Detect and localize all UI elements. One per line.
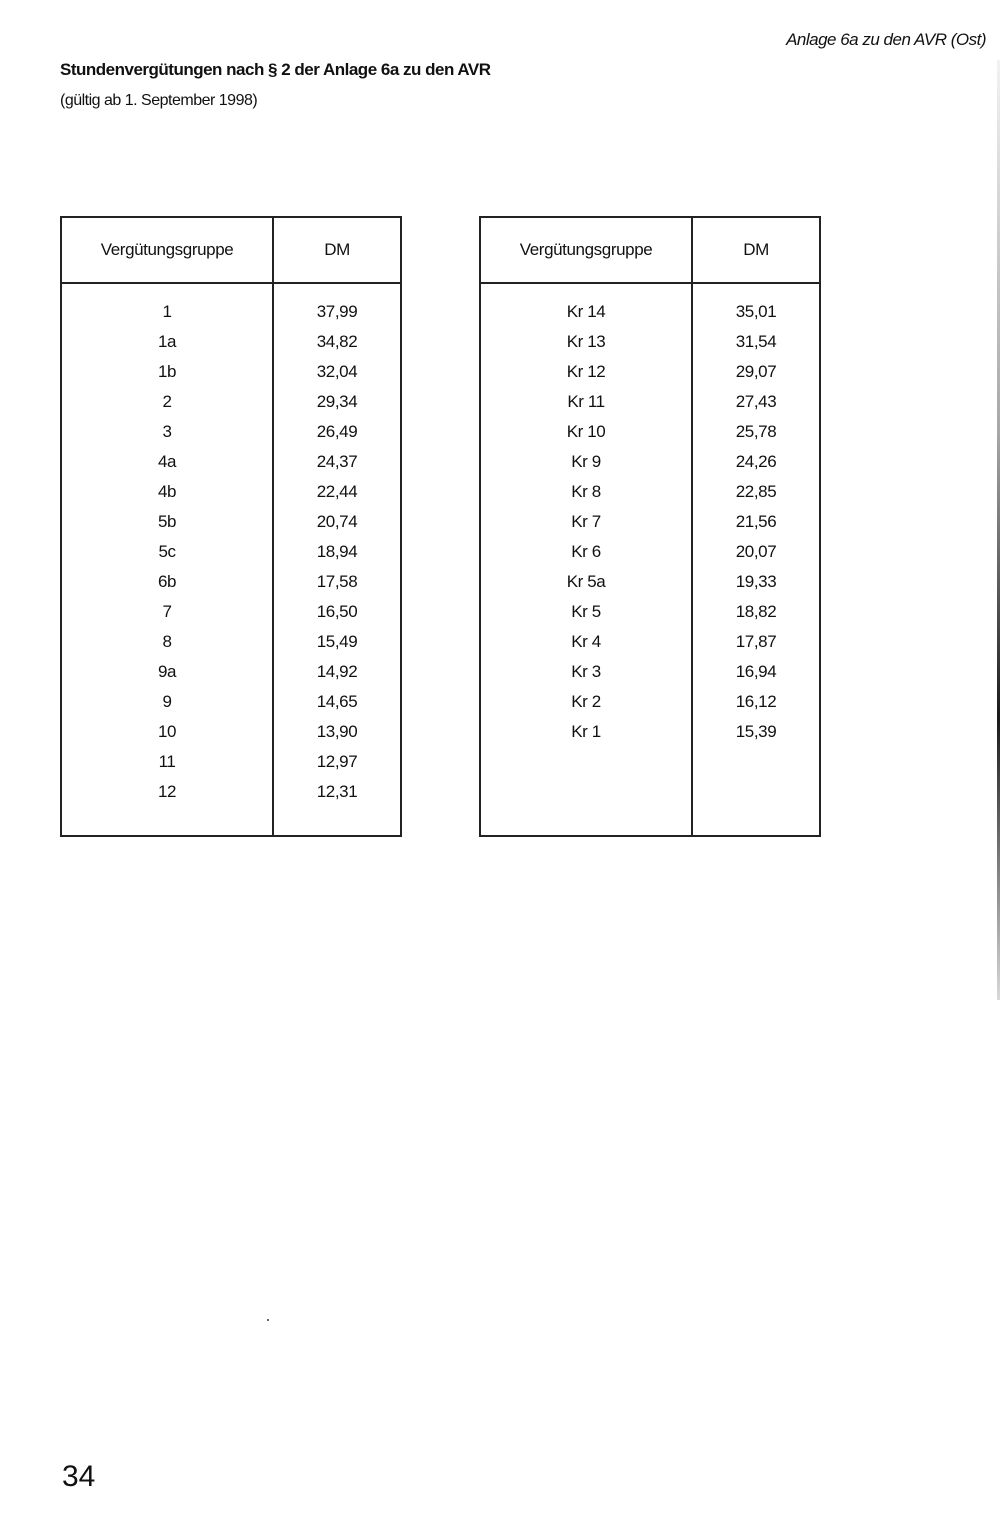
table-row (480, 327, 820, 357)
column-header-group: Vergütungsgruppe (480, 217, 692, 283)
pay-group-cell (480, 747, 692, 777)
dm-value-cell: 17,58 (316, 572, 358, 591)
dm-value-cell: 37,99 (316, 302, 358, 321)
dm-value-cell: 15,39 (735, 722, 777, 741)
pay-group-cell: 4b (61, 477, 273, 507)
table-row (61, 537, 401, 567)
table-row (61, 627, 401, 657)
pay-group-cell: Kr 2 (480, 687, 692, 717)
dm-value-cell: 19,33 (735, 572, 777, 591)
pay-group-cell: 5c (61, 537, 273, 567)
table-row (480, 567, 820, 597)
spacer-row (61, 807, 401, 836)
dm-value-cell: 22,85 (735, 482, 777, 501)
dm-value-cell: 34,82 (316, 332, 358, 351)
dm-value-cell: 20,74 (316, 512, 358, 531)
pay-group-cell: Kr 13 (480, 327, 692, 357)
pay-group-cell: Kr 3 (480, 657, 692, 687)
pay-group-cell: 11 (61, 747, 273, 777)
table-row (480, 717, 820, 747)
pay-group-cell: Kr 12 (480, 357, 692, 387)
document-subtitle: (gültig ab 1. September 1998) (60, 92, 258, 109)
table-body (480, 283, 820, 836)
table-row (61, 477, 401, 507)
dm-value-cell: 12,31 (316, 782, 358, 801)
pay-group-cell: 12 (61, 777, 273, 807)
dm-value-cell (692, 747, 820, 777)
pay-group-cell: 1 (61, 297, 273, 327)
pay-group-cell: Kr 11 (480, 387, 692, 417)
nursing-pay-table (479, 216, 821, 837)
spacer-row (61, 283, 401, 297)
table-row (480, 447, 820, 477)
pay-group-cell: 1b (61, 357, 273, 387)
dm-value-cell: 14,65 (316, 692, 358, 711)
running-header: Anlage 6a zu den AVR (Ost) (786, 30, 986, 49)
table-body (61, 283, 401, 836)
table-row (480, 687, 820, 717)
table-row (480, 627, 820, 657)
pay-group-cell: 3 (61, 417, 273, 447)
pay-group-cell: Kr 8 (480, 477, 692, 507)
general-pay-table (60, 216, 402, 837)
dm-value-cell: 13,90 (316, 722, 358, 741)
pay-group-cell: 8 (61, 627, 273, 657)
table-row (480, 777, 820, 807)
dm-value-cell: 18,82 (735, 602, 777, 621)
spacer-row (480, 807, 820, 836)
dm-value-cell: 14,92 (316, 662, 358, 681)
table-row (480, 537, 820, 567)
pay-group-cell: 2 (61, 387, 273, 417)
table-row (61, 567, 401, 597)
column-header-dm: DM (692, 217, 820, 283)
table-header-row (61, 217, 401, 283)
table-row (480, 507, 820, 537)
dm-value-cell: 32,04 (316, 362, 358, 381)
dm-value-cell (692, 777, 820, 807)
table-row (480, 297, 820, 327)
dm-value-cell: 24,37 (316, 452, 358, 471)
table-row (480, 747, 820, 777)
pay-group-cell (480, 777, 692, 807)
pay-group-cell: 10 (61, 717, 273, 747)
table-row (61, 747, 401, 777)
pay-group-cell: 9 (61, 687, 273, 717)
pay-group-cell: 9a (61, 657, 273, 687)
table-row (61, 777, 401, 807)
document-title: Stundenvergütungen nach § 2 der Anlage 6a zu den AVR (60, 60, 491, 79)
dm-value-cell: 31,54 (735, 332, 777, 351)
dm-value-cell: 24,26 (735, 452, 777, 471)
table-row (61, 327, 401, 357)
pay-group-cell: Kr 9 (480, 447, 692, 477)
table-row (480, 477, 820, 507)
page-number: 34 (62, 1460, 96, 1493)
dm-value-cell: 12,97 (316, 752, 358, 771)
dm-value-cell: 17,87 (735, 632, 777, 651)
table-row (480, 357, 820, 387)
pay-group-cell: Kr 10 (480, 417, 692, 447)
table-row (480, 597, 820, 627)
pay-group-cell: 5b (61, 507, 273, 537)
table-row (61, 297, 401, 327)
pay-group-cell: 7 (61, 597, 273, 627)
scan-speck (267, 1319, 269, 1321)
dm-value-cell: 16,94 (735, 662, 777, 681)
pay-group-cell: Kr 5 (480, 597, 692, 627)
pay-group-cell: Kr 14 (480, 297, 692, 327)
dm-value-cell: 20,07 (735, 542, 777, 561)
dm-value-cell: 29,34 (316, 392, 358, 411)
table-row (61, 417, 401, 447)
dm-value-cell: 25,78 (735, 422, 777, 441)
dm-value-cell: 35,01 (735, 302, 777, 321)
column-header-dm: DM (273, 217, 401, 283)
pay-group-cell: 6b (61, 567, 273, 597)
table-row (480, 657, 820, 687)
dm-value-cell: 27,43 (735, 392, 777, 411)
dm-value-cell: 29,07 (735, 362, 777, 381)
pay-group-cell: Kr 4 (480, 627, 692, 657)
table-row (480, 417, 820, 447)
dm-value-cell: 16,12 (735, 692, 777, 711)
dm-value-cell: 15,49 (316, 632, 358, 651)
table-row (61, 447, 401, 477)
table-row (61, 597, 401, 627)
table-row (61, 507, 401, 537)
table-row (61, 357, 401, 387)
table-row (61, 387, 401, 417)
column-header-group: Vergütungsgruppe (61, 217, 273, 283)
pay-group-cell: Kr 6 (480, 537, 692, 567)
dm-value-cell: 18,94 (316, 542, 358, 561)
pay-group-cell: Kr 7 (480, 507, 692, 537)
dm-value-cell: 16,50 (316, 602, 358, 621)
pay-group-cell: Kr 1 (480, 717, 692, 747)
table-row (480, 387, 820, 417)
table-row (61, 717, 401, 747)
dm-value-cell: 26,49 (316, 422, 358, 441)
table-row (61, 687, 401, 717)
dm-value-cell: 22,44 (316, 482, 358, 501)
pay-group-cell: 1a (61, 327, 273, 357)
spacer-row (480, 283, 820, 297)
table-header-row (480, 217, 820, 283)
dm-value-cell: 21,56 (735, 512, 777, 531)
pay-group-cell: Kr 5a (480, 567, 692, 597)
table-row (61, 657, 401, 687)
pay-group-cell: 4a (61, 447, 273, 477)
